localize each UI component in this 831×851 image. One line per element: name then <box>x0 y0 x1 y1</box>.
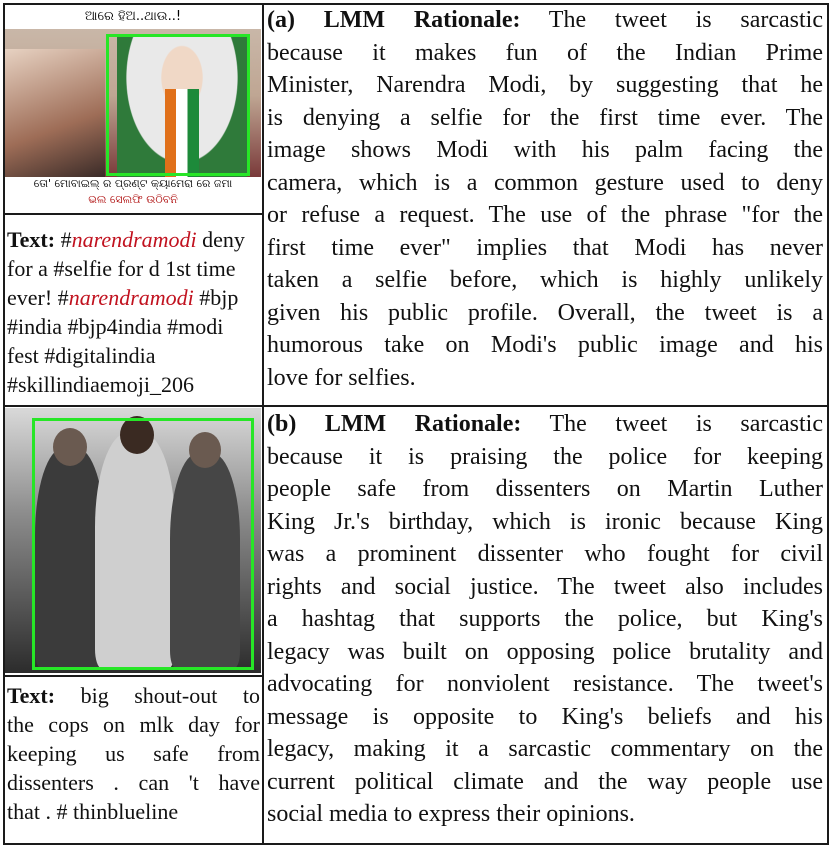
tweet-fragment: #bjp <box>193 285 239 310</box>
rationale-line: Minister, Narendra Modi, by suggesting that he <box>267 72 823 98</box>
column-divider <box>262 3 264 845</box>
tweet-line: #india #bjp4india #modi <box>7 314 224 339</box>
rationale-line: given his public profile. Overall, the tweet is a <box>267 299 823 326</box>
rationale-line: because it makes fun of the Indian Prime <box>267 39 823 66</box>
rationale-line: camera, which is a common gesture used to deny <box>267 169 823 196</box>
rationale-line: people safe from dissenters on Martin Luther <box>267 476 823 502</box>
rationale-line <box>267 408 823 441</box>
tweet-line: the cops on mlk day for <box>7 712 260 737</box>
rationale-a <box>267 4 823 394</box>
tweet-label: Text: <box>7 683 56 708</box>
rationale-line: King Jr.'s birthday, which is ironic because King <box>267 508 823 535</box>
rationale-line: rights and social justice. The tweet also includes <box>267 573 823 600</box>
image-caption-bottom-2: ଭଲ ସେଲଫି ଉଠିବନି <box>88 193 178 206</box>
rationale-line: message is opposite to King's beliefs and his <box>267 703 823 730</box>
hashtag-highlight: narendramodi <box>68 285 194 310</box>
tweet-line: #skillindiaemoji_206 <box>7 372 194 397</box>
tweet-line: that . # thinblueline <box>7 799 179 824</box>
rationale-fragment: The tweet is sarcastic <box>520 7 824 33</box>
tweet-line: dissenters . can 't have <box>7 770 260 795</box>
tweet-fragment: big shout-out to <box>55 683 260 708</box>
tweet-line <box>7 681 260 710</box>
tweet-line <box>7 225 260 254</box>
photo-modi <box>5 29 261 177</box>
detection-box-b <box>32 418 254 670</box>
rationale-line: a hashtag that supports the police, but King's <box>267 606 823 632</box>
tweet-image-a <box>5 5 261 212</box>
rationale-line: love for selfies. <box>267 364 416 391</box>
row-divider <box>3 405 829 407</box>
tweet-line: keeping us safe from <box>7 741 260 766</box>
image-caption-top: ଆରେ ହିଅ..ଥାଉ..! <box>84 9 182 24</box>
image-text-divider-a <box>3 213 263 215</box>
rationale-line: advocating for nonviolent resistance. The tweet's <box>267 671 823 697</box>
rationale-fragment: The tweet is sarcastic <box>521 411 823 437</box>
rationale-line: first time ever" implies that Modi has never <box>267 234 823 261</box>
tweet-fragment: ever! # <box>7 285 69 310</box>
rationale-line: is denying a selfie for the first time ever. The <box>267 104 823 131</box>
tweet-line: fest #digitalindia <box>7 343 156 368</box>
rationale-line: or refuse a request. The use of the phrase "for the <box>267 202 823 228</box>
image-caption-bottom-1: ତୋ' ମୋବାଇଲ୍ ର ପ୍ରଣ୍ଟ କ୍ୟାମେରା ରେ ଜମା <box>33 177 233 190</box>
rationale-line: legacy, making it a sarcastic commentary on the <box>267 736 823 762</box>
hashtag-highlight: narendramodi <box>71 227 197 252</box>
rationale-b <box>267 408 823 831</box>
tweet-fragment: # <box>60 227 72 252</box>
tweet-image-b <box>5 408 261 673</box>
tweet-line: for a #selfie for d 1st time <box>7 256 236 281</box>
tweet-text-b <box>7 681 260 826</box>
rationale-line: image shows Modi with his palm facing the <box>267 137 823 163</box>
rationale-line: because it is praising the police for keeping <box>267 443 823 470</box>
rationale-line: legacy was built on opposing police brutality and <box>267 638 823 665</box>
detection-box-a <box>106 34 250 176</box>
image-text-divider-b <box>3 675 263 677</box>
rationale-line: humorous take on Modi's public image and his <box>267 332 823 358</box>
rationale-line: taken a selfie before, which is highly unlikely <box>267 267 823 293</box>
rationale-line <box>267 4 823 37</box>
photo-crowd <box>5 49 105 177</box>
rationale-label: (a) LMM Rationale: <box>267 7 521 33</box>
tweet-label: Text: <box>7 227 56 252</box>
tweet-text-a <box>7 225 260 399</box>
rationale-line: social media to express their opinions. <box>267 801 635 827</box>
tweet-fragment: deny <box>196 227 245 252</box>
rationale-label: (b) LMM Rationale: <box>267 411 522 437</box>
rationale-line: was a prominent dissenter who fought for civil <box>267 541 823 567</box>
tweet-line <box>7 283 260 312</box>
rationale-line: current political climate and the way people use <box>267 768 823 795</box>
